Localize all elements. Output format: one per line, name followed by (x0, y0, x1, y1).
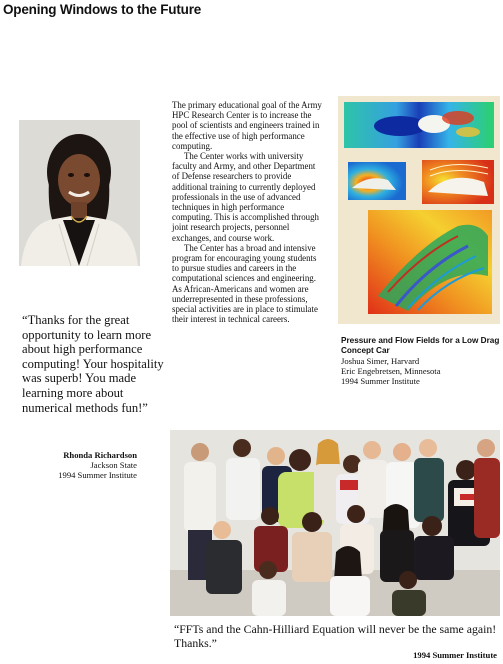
flow-field-figure (338, 96, 500, 324)
testimonial-name: Rhonda Richardson (63, 450, 137, 460)
article-paragraph: The primary educational goal of the Army HPC Research Center is to increase the pool of scientists and engineers trained in the effective use of high performance computing. (172, 100, 322, 151)
portrait-photo (19, 120, 140, 266)
page-title: Opening Windows to the Future (3, 2, 202, 17)
article-paragraph: The Center works with university faculty and Army, and other Department of Defense researchers to provide additional training to currently deployed professionals in the use of advanced techniques in high performance computing. This is accomplished through joint research projects, personnel exchanges, and course work. (172, 151, 319, 243)
testimonial-attribution (58, 450, 137, 481)
figure-caption-title: Pressure and Flow Fields for a Low Drag Concept Car (341, 336, 500, 355)
article-body (172, 100, 324, 324)
testimonial-school: Jackson State (90, 460, 137, 471)
group-photo (170, 430, 500, 616)
testimonial-program: 1994 Summer Institute (58, 470, 137, 481)
figure-credit: Joshua Simer, Harvard (341, 356, 420, 366)
group-photo-quote: “FFTs and the Cahn-Hilliard Equation will never be the same again! Thanks.” (174, 622, 497, 650)
figure-credit: 1994 Summer Institute (341, 376, 420, 386)
figure-caption (341, 336, 501, 386)
article-paragraph: The Center has a broad and intensive program for encouraging young students to pursue studies and careers in the computational sciences and engineering. As African-Americans and women are underrepresented in these professions, special activities are in place to stimulate their interest in technical careers. (172, 242, 318, 325)
group-photo-credit: 1994 Summer Institute (413, 650, 497, 660)
testimonial-quote: “Thanks for the great opportunity to learn more about high performance computing! Your hospitality was superb! You made learning more about numerical methods fun!” (22, 313, 164, 415)
figure-credit: Eric Engebretsen, Minnesota (341, 366, 441, 376)
